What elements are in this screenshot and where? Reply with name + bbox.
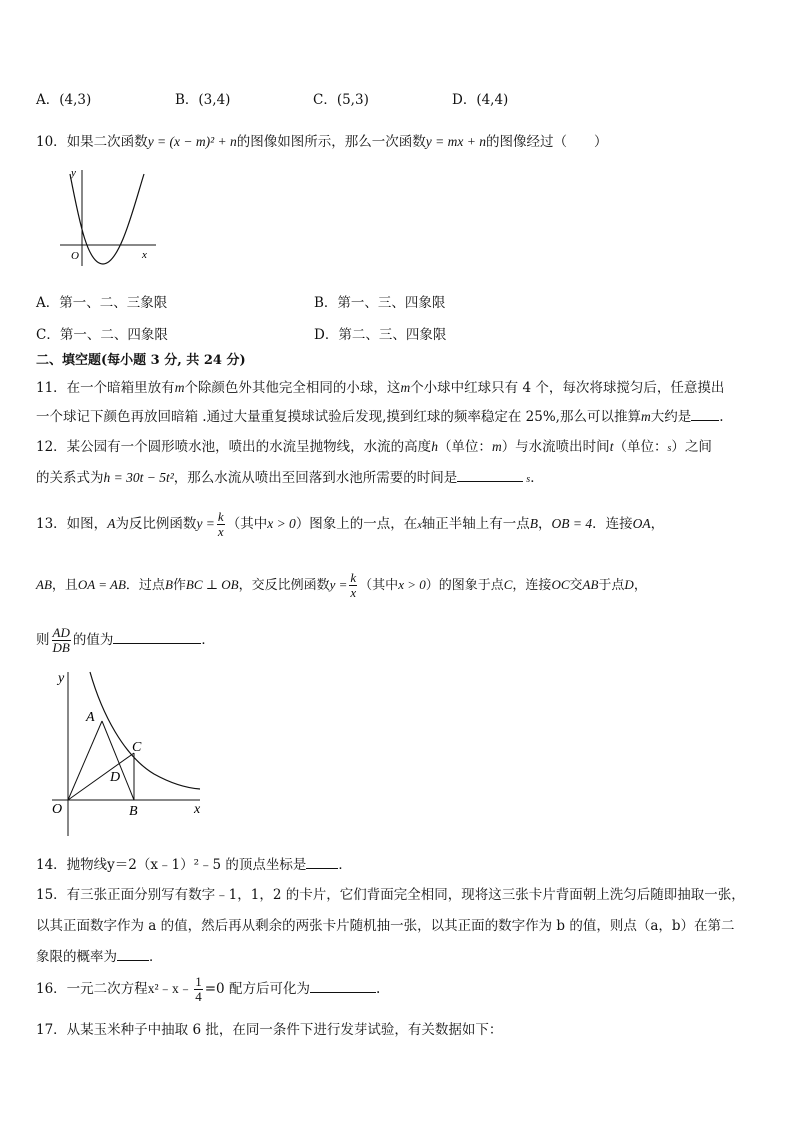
q13-AD: AD [52,625,70,641]
q16 [36,966,380,1012]
q12-l1c: ）与水流喷出时间 [501,439,610,455]
q13-l1a: 13．如图， [36,516,108,532]
q11-end: . [719,409,724,425]
q13-yeq: y = [196,516,215,531]
q11-l1c: 个小球中红球只有 4 个，每次将球搅匀后，任意摸出 [410,380,725,396]
q12-l1e: ）之间 [671,439,712,455]
q13-line3 [36,620,215,660]
q12-l1a: 12．某公园有一个圆形喷水池，喷出的水流呈抛物线，水流的高度 [36,439,432,455]
q13-l1e: 轴正半轴上有一点 [421,516,530,532]
q15-line1: 15．有三张正面分别写有数字﹣1，1，2 的卡片，它们背面完全相同，现将这三张卡片背面朝上洗匀后随即抽取一张， [36,887,745,903]
q13-l2b: ．过点 [125,578,165,593]
q11-var-m2: m [400,380,411,395]
q12-var-h: h [431,439,438,454]
q13-l1f: ， [538,516,552,532]
q10-text2: 的图像如图所示，那么一次函数 [236,134,426,150]
q13-ad-over-db [52,626,71,654]
q13-fig-B: B [129,804,138,819]
q10-fig-origin-label: O [71,250,79,262]
q13-x2: x [350,585,357,600]
q11-l1b: 个除颜色外其他完全相同的小球，这 [184,380,401,396]
q13-AB: AB [36,577,52,592]
q13-C: C [503,577,513,592]
q17: 17．从某玉米种子中抽取 6 批，在同一条件下进行发芽试验，有关数据如下： [36,1022,503,1038]
q16-one-quarter [194,975,203,1003]
q13-l2h: 于点 [598,578,625,593]
q13-fig-y: y [58,671,65,686]
q12-line2 [36,466,544,486]
q14-text: 14．抛物线y＝2（x﹣1）²﹣5 的顶点坐标是 [36,857,307,873]
q11-line2 [36,405,724,425]
q13-line2 [36,565,647,606]
q13-l2g: 交 [569,578,583,593]
q13-fig-A: A [86,710,95,725]
q13-hyperbola-curve [90,672,200,789]
q13-l1g: ．连接 [592,516,633,532]
q13-OC: OC [551,577,570,592]
q13-k-over-x [217,510,225,538]
q15-line3 [36,945,163,965]
q11-l1a: 11．在一个暗箱里放有 [36,380,175,396]
q10-parabola-curve [70,174,144,264]
q13-l2e: ）的图象于点 [425,578,504,593]
q14 [36,853,352,873]
q16-num: 1 [195,974,202,990]
q12-l1d: （单位： [613,439,668,455]
q10-option-b: B．第一、三、四象限 [314,295,446,311]
q10-fig-x-label: x [142,249,147,261]
q13-end: ． [201,632,215,648]
q13-l1h: ， [650,516,665,532]
q13-fig-C: C [132,740,142,755]
q12-unit-s2: s [526,474,531,485]
q11-var-m3: m [640,409,651,424]
q10-number: 10． [36,134,67,150]
q12-unit-s: s [667,443,672,454]
q13-l2d: ，交反比例函数 [238,578,330,593]
q13-D: D [624,577,634,592]
q12-var-t: t [609,439,614,454]
q13-l1c-2: （其中 [359,578,399,593]
q13-segment-AB [102,721,134,800]
q10-formula1: y = (x − m)² + n [147,134,237,149]
q13-BCperpOB: BC ⊥ OB [185,577,239,592]
q11-answer-blank[interactable] [691,406,719,421]
q15-end: ． [149,949,163,965]
q13-l1b: 为反比例函数 [115,516,197,532]
q13-k2: k [350,570,357,586]
q14-end: ． [338,857,352,873]
q9-option-c: C．(5,3) [313,92,369,108]
q12-end: ． [530,470,544,486]
q13-x: x [217,524,224,539]
q10-option-c: C．第一、二、四象限 [36,327,168,343]
q12-l2a: 的关系式为 [36,470,104,486]
q11-l2b: 大约是 [650,409,692,425]
q13-B: B [529,516,539,531]
q11-l2a: 一个球记下颜色再放回暗箱 .通过大量重复摸球试验后发现,摸到红球的频率稳定在 25%,那么可以推算 [36,409,641,425]
q13-OA: OA [632,516,651,531]
q16-expr: x²﹣x﹣ [147,981,193,996]
q13-l1d: ）图象上的一点，在 [295,516,418,532]
q13-k-over-x2 [349,571,357,599]
q13-DB: DB [52,640,70,655]
q13-A: A [107,516,116,531]
q15-l3: 象限的概率为 [36,949,117,965]
q13-l2i: ， [633,578,647,593]
q13-l2c: 作 [172,578,186,593]
q13-line1 [36,504,664,546]
q13-AB2: AB [582,577,599,592]
q16-a: 16．一元二次方程 [36,981,148,997]
q10-formula2: y = mx + n [425,134,486,149]
q10-fig-y-label: y [71,167,76,179]
q13-figure [44,666,214,842]
q13-xgt0: x > 0 [267,516,296,531]
q16-answer-blank[interactable] [310,978,376,993]
q13-fig-O: O [52,802,63,817]
q13-x-axis-var: x [417,520,422,531]
q12-unit-m: m [491,439,502,454]
q13-yeq2: y = [329,577,348,592]
q13-xgt0-2: x > 0 [398,577,426,592]
q15-answer-blank[interactable] [117,946,149,961]
q13-k: k [217,509,224,525]
q14-answer-blank[interactable] [306,854,338,869]
q12-answer-blank[interactable] [457,467,523,482]
q13-B2: B [164,577,173,592]
q13-OB4: OB = 4 [551,516,593,531]
q13-l3b: 的值为 [72,632,114,648]
q13-OAeqAB: OA = AB [77,577,126,592]
q13-l2f: ，连接 [512,578,552,593]
q10-option-a: A．第一、二、三象限 [36,295,168,311]
q10-stem [36,130,608,150]
q13-l2a: ，且 [51,578,78,593]
q13-l3a: 则 [36,632,50,648]
section2-title: 二、填空题(每小题 3 分, 共 24 分) [36,353,246,368]
q13-fig-D: D [110,770,121,785]
q12-formula: h = 30t − 5t² [103,470,174,485]
q11-line1 [36,376,724,396]
q16-end: . [375,981,381,997]
q12-l2b: ，那么水流从喷出至回落到水池所需要的时间是 [173,470,458,486]
q9-option-d: D．(4,4) [452,92,509,108]
q10-parabola-figure [58,166,162,268]
q10-text1: 如果二次函数 [66,134,148,150]
q16-den: 4 [195,989,202,1004]
q10-option-d: D．第二、三、四象限 [314,327,447,343]
q12-line1 [36,435,712,455]
q10-text3: 的图像经过（ ） [486,134,608,150]
q13-answer-blank[interactable] [113,629,201,644]
q11-var-m: m [174,380,185,395]
q16-b: =0 配方后可化为 [204,981,310,997]
q9-option-b: B．(3,4) [175,92,231,108]
q13-fig-x: x [194,802,201,817]
q15-line2: 以其正面数字作为 a 的值，然后再从剩余的两张卡片随机抽一张，以其正面的数字作为 b 的值，则点（a，b）在第二 [36,918,735,934]
q13-l1c: （其中 [226,516,268,532]
q12-l1b: （单位： [437,439,492,455]
q9-option-a: A．(4,3) [36,92,92,108]
